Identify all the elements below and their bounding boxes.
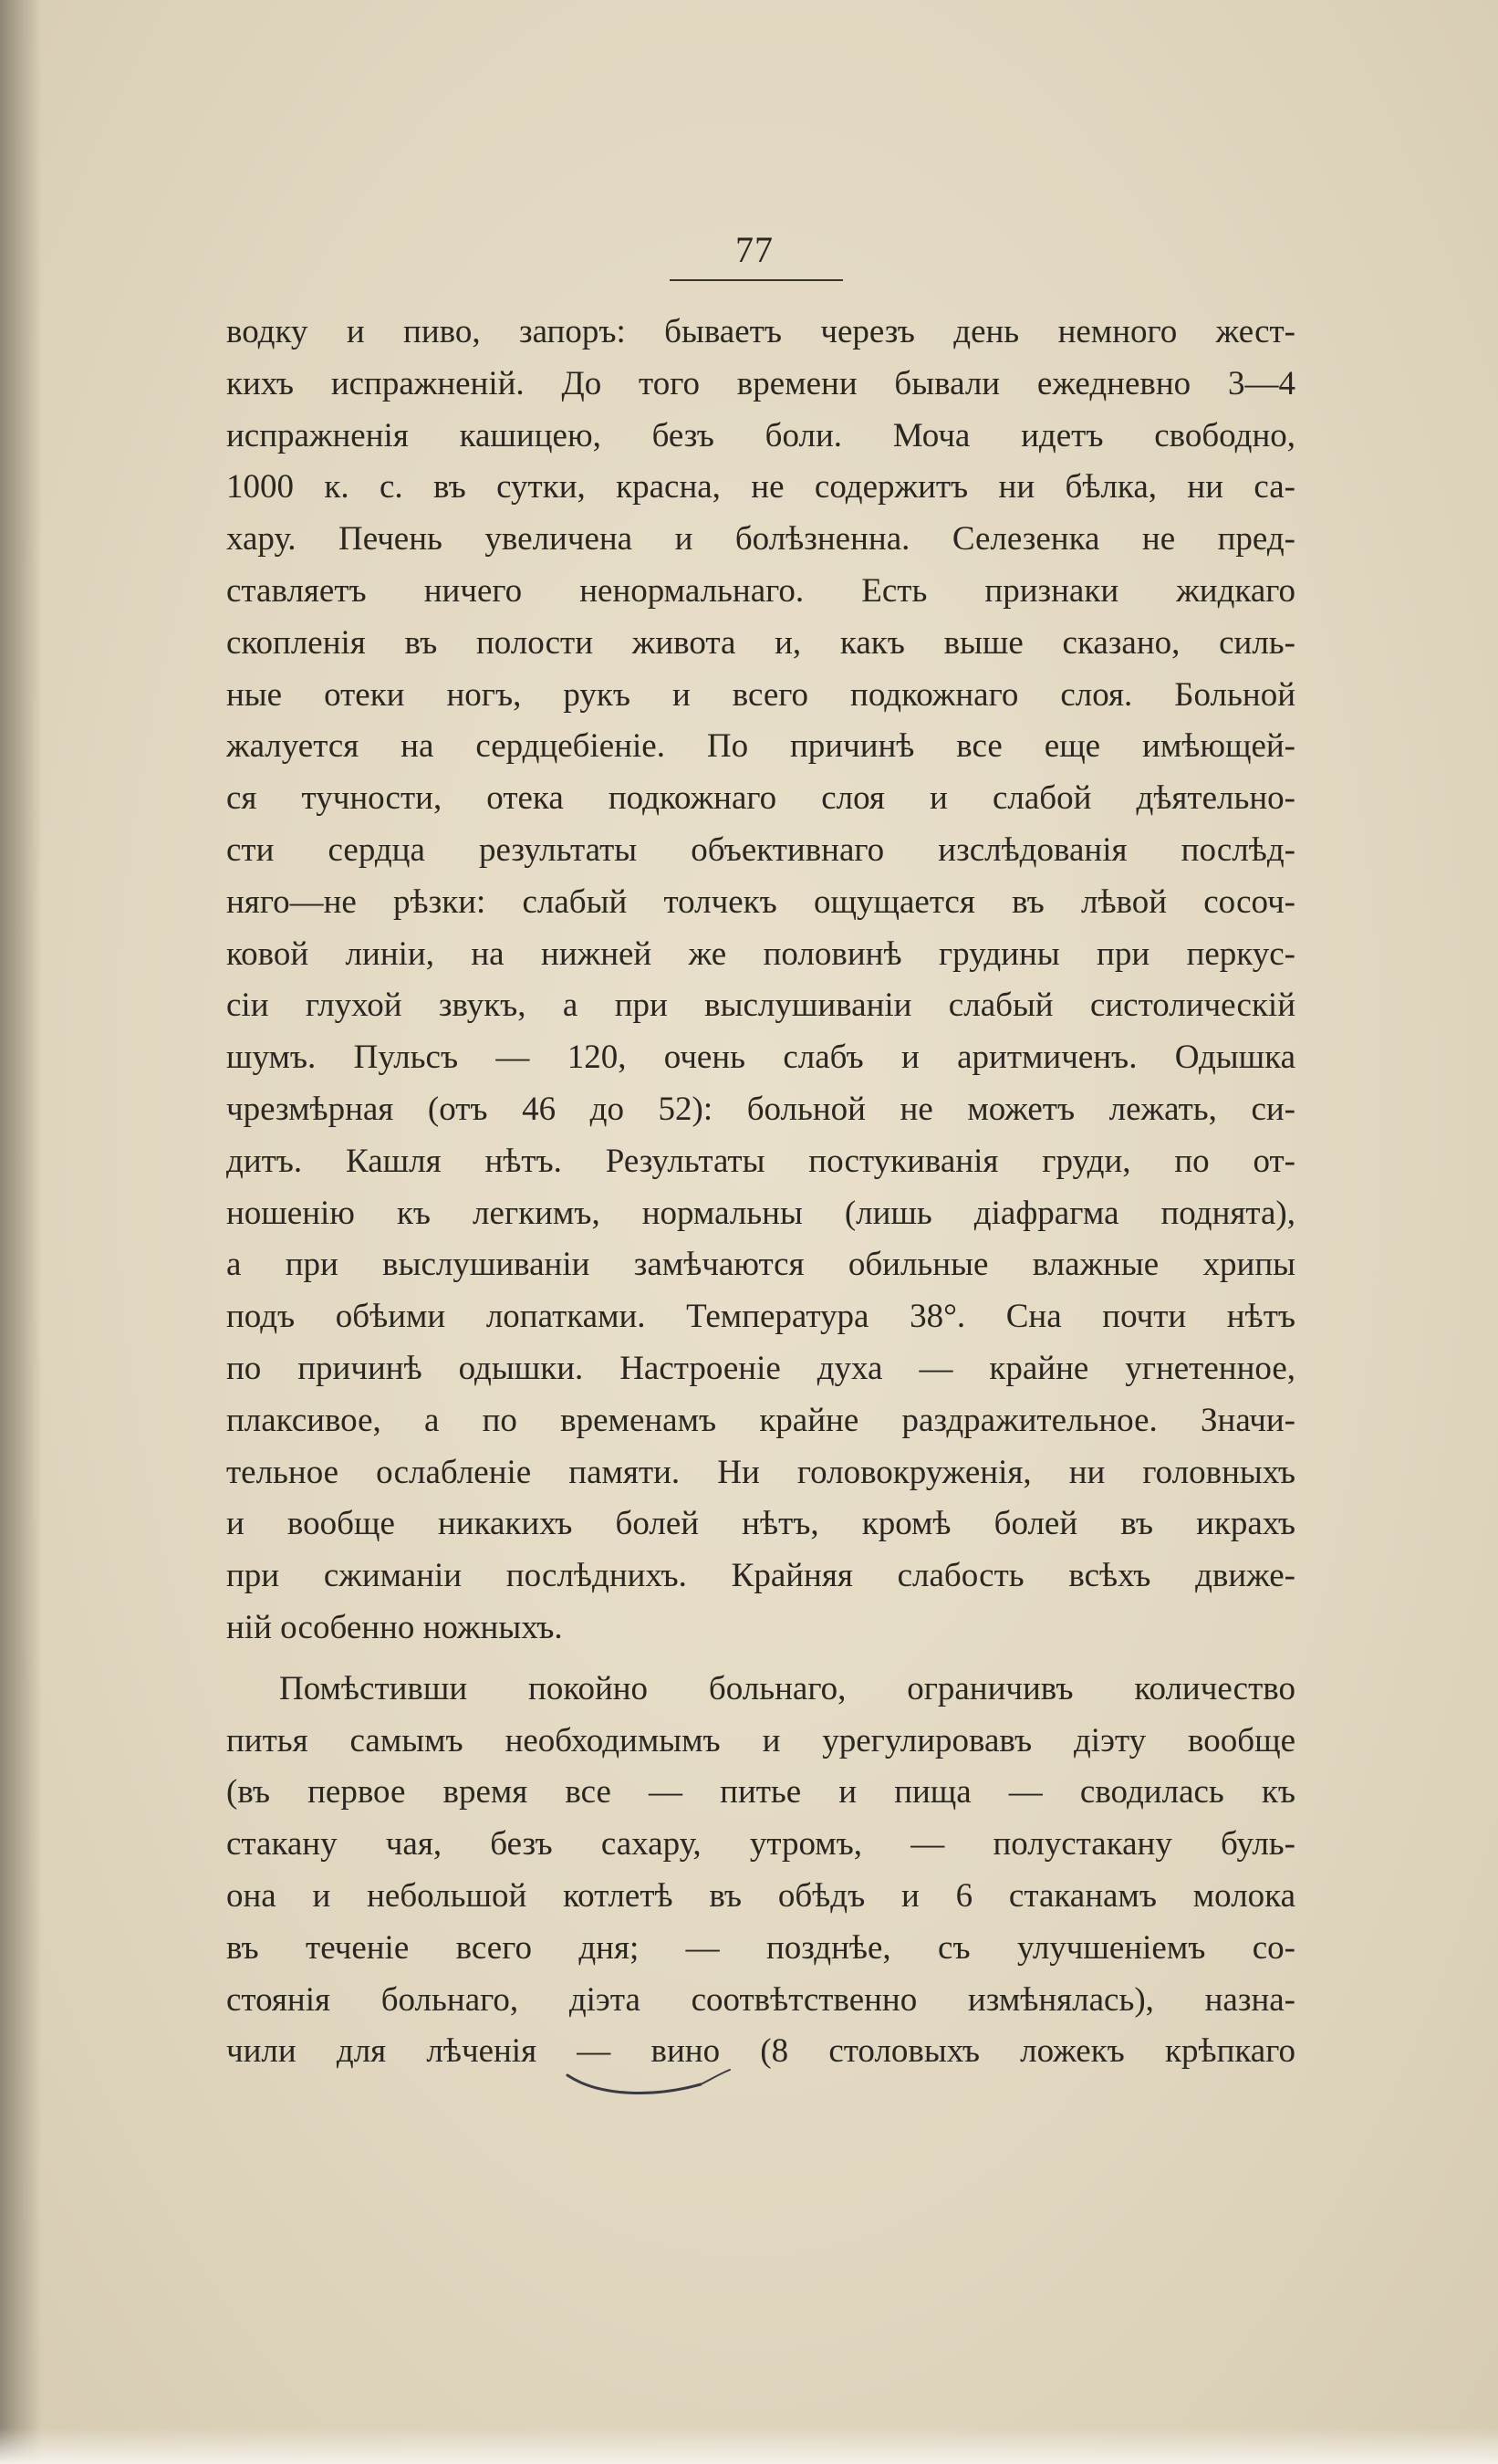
text-line: чрезмѣрная (отъ 46 до 52): больной не можетъ лежать, си- [226,1090,1295,1128]
text-line: и вообще никакихъ болей нѣтъ, кромѣ болей въ икрахъ [226,1505,1295,1543]
page-number: 77 [735,229,774,270]
text-line: дитъ. Кашля нѣтъ. Результаты постукиванія груди, по от- [226,1142,1295,1180]
binding-shadow [0,0,42,2464]
pencil-underline-mark [564,2070,746,2097]
text-line: сти сердца результаты объективнаго изслѣдованія послѣд- [226,830,1295,869]
text-line: при сжиманіи послѣднихъ. Крайняя слабость всѣхъ движе- [226,1557,1295,1595]
text-line: ношенію къ легкимъ, нормальны (лишь діафрагма поднята), [226,1194,1295,1232]
text-line: питья самымъ необходимымъ и урегулировавъ діэту вообще [226,1721,1295,1759]
text-line: стакану чая, безъ сахару, утромъ, — полустакану буль- [226,1825,1295,1864]
text-line: 1000 к. с. въ сутки, красна, не содержитъ ни бѣлка, ни са- [226,468,1295,506]
text-line: ные отеки ногъ, рукъ и всего подкожнаго слоя. Больной [226,675,1295,714]
text-line: стоянія больнаго, діэта соотвѣтственно измѣнялась), назна- [226,1980,1295,2019]
text-line: (въ первое время все — питье и пища — сводилась къ [226,1773,1295,1811]
text-line: Помѣстивши покойно больнаго, ограничивъ количество [279,1669,1295,1707]
text-line: жалуется на сердцебіеніе. По причинѣ все еще имѣющей- [226,727,1295,766]
text-line: скопленія въ полости живота и, какъ выше сказано, силь- [226,623,1295,662]
text-line: чили для лѣченія — вино (8 столовыхъ ложекъ крѣпкаго [226,2032,1295,2071]
page-number-rule [670,279,843,281]
text-line: въ теченіе всего дня; — позднѣе, съ улучшеніемъ со- [226,1928,1295,1967]
body-text [226,307,1295,2078]
paragraph-2 [226,1664,1295,2078]
text-line: ся тучности, отека подкожнаго слоя и слабой дѣятельно- [226,779,1295,818]
text-line: подъ обѣими лопатками. Температура 38°. Сна почти нѣтъ [226,1298,1295,1336]
text-line: ковой линіи, на нижней же половинѣ грудины при перкус- [226,934,1295,973]
text-line: хару. Печень увеличена и болѣзненна. Селезенка не пред- [226,520,1295,559]
text-line: плаксивое, а по временамъ крайне раздражительное. Значи- [226,1401,1295,1439]
paragraph-1 [226,307,1295,1655]
text-line: сіи глухой звукъ, а при выслушиваніи слабый систолическій [226,987,1295,1025]
text-line: ставляетъ ничего ненормальнаго. Есть признаки жидкаго [226,571,1295,610]
text-line: она и небольшой котлетѣ въ обѣдъ и 6 стаканамъ молока [226,1876,1295,1915]
text-line: по причинѣ одышки. Настроеніе духа — крайне угнетенное, [226,1349,1295,1387]
paragraph-gap [226,1655,1295,1664]
text-line: шумъ. Пульсъ — 120, очень слабъ и аритмиченъ. Одышка [226,1039,1295,1077]
text-line: ній особенно ножныхъ. [226,1608,563,1646]
text-line: кихъ испражненій. До того времени бывали ежедневно 3—4 [226,364,1295,402]
text-line: водку и пиво, запоръ: бываетъ черезъ день немного жест- [226,313,1295,350]
text-line: няго—не рѣзки: слабый толчекъ ощущается въ лѣвой сосоч- [226,882,1295,921]
text-line: испражненія кашицею, безъ боли. Моча идетъ свободно, [226,416,1295,454]
text-line: а при выслушиваніи замѣчаются обильные влажные хрипы [226,1246,1295,1284]
text-line: тельное ослабленіе памяти. Ни головокруженія, ни головныхъ [226,1453,1295,1491]
page-bottom-edge [0,2427,1498,2464]
